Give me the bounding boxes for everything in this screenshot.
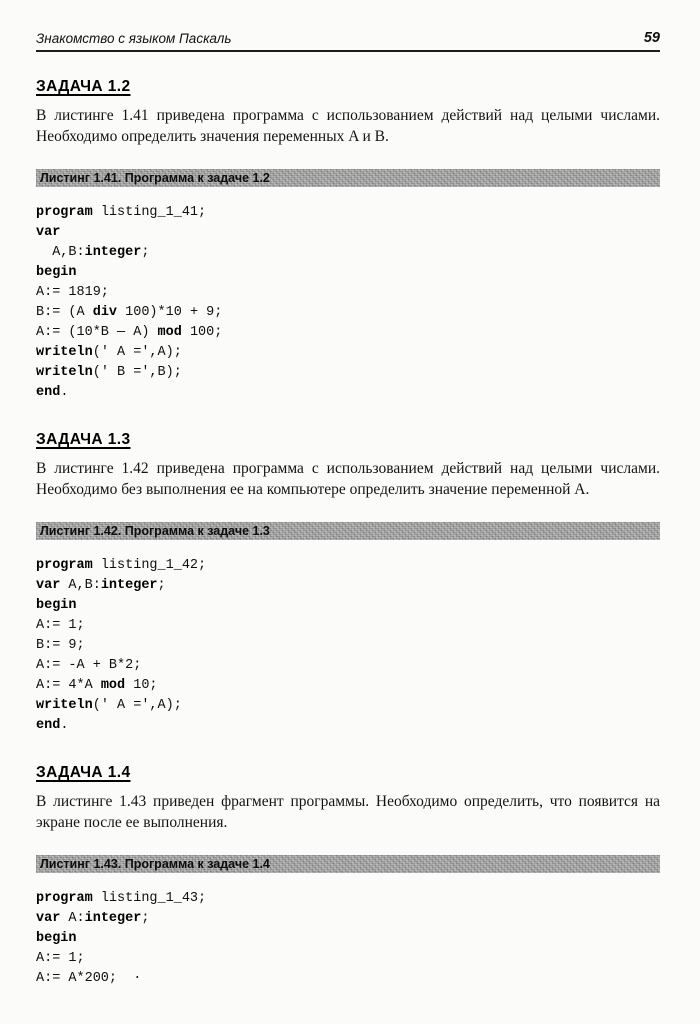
code-line: B:= (A div 100)*10 + 9; <box>36 305 223 320</box>
code-line: begin <box>36 931 77 946</box>
code-line: writeln(' A =',A); <box>36 698 182 713</box>
code-line: B:= 9; <box>36 638 85 653</box>
task-section-1-3 <box>36 431 660 736</box>
task-heading: ЗАДАЧА 1.2 <box>36 78 131 95</box>
code-line: A:= 1; <box>36 951 85 966</box>
code-line: end. <box>36 385 69 400</box>
code-line: begin <box>36 265 77 280</box>
code-listing <box>36 556 660 736</box>
listing-caption: Листинг 1.41. Программа к задаче 1.2 <box>40 171 270 185</box>
code-line: writeln(' B =',B); <box>36 365 182 380</box>
page-number: 59 <box>643 30 660 46</box>
code-line: program listing_1_41; <box>36 205 207 220</box>
task-paragraph: В листинге 1.43 приведен фрагмент программы. Необходимо определить, что появится на экране после ее выполнения. <box>36 793 660 831</box>
task-paragraph: В листинге 1.41 приведена программа с использованием действий над целыми числами. Необходимо определить значения переменных A и B. <box>36 107 660 145</box>
code-line: A,B:integer; <box>36 245 150 260</box>
listing-caption-banner <box>36 522 660 540</box>
code-line: begin <box>36 598 77 613</box>
page-header <box>36 30 660 52</box>
code-listing <box>36 889 660 989</box>
code-line: program listing_1_43; <box>36 891 207 906</box>
code-line: A:= 4*A mod 10; <box>36 678 158 693</box>
code-line: end. <box>36 718 69 733</box>
code-line: A:= 1819; <box>36 285 109 300</box>
code-line: program listing_1_42; <box>36 558 207 573</box>
task-section-1-2 <box>36 78 660 403</box>
code-line: A:= (10*B — A) mod 100; <box>36 325 223 340</box>
task-heading: ЗАДАЧА 1.4 <box>36 764 131 781</box>
code-line: var <box>36 225 61 240</box>
code-line: var A,B:integer; <box>36 578 166 593</box>
code-line: var A:integer; <box>36 911 150 926</box>
code-line: A:= -A + B*2; <box>36 658 142 673</box>
listing-caption-banner <box>36 855 660 873</box>
task-paragraph: В листинге 1.42 приведена программа с использованием действий над целыми числами. Необходимо без выполнения ее на компьютере определить значение переменной A. <box>36 460 660 498</box>
listing-caption: Листинг 1.42. Программа к задаче 1.3 <box>40 524 270 538</box>
code-line: A:= 1; <box>36 618 85 633</box>
listing-caption-banner <box>36 169 660 187</box>
listing-caption: Листинг 1.43. Программа к задаче 1.4 <box>40 857 270 871</box>
running-title: Знакомство с языком Паскаль <box>36 31 232 46</box>
code-listing <box>36 203 660 403</box>
task-section-1-4 <box>36 764 660 989</box>
task-heading: ЗАДАЧА 1.3 <box>36 431 131 448</box>
code-line: A:= A*200; · <box>36 971 142 986</box>
code-line: writeln(' A =',A); <box>36 345 182 360</box>
